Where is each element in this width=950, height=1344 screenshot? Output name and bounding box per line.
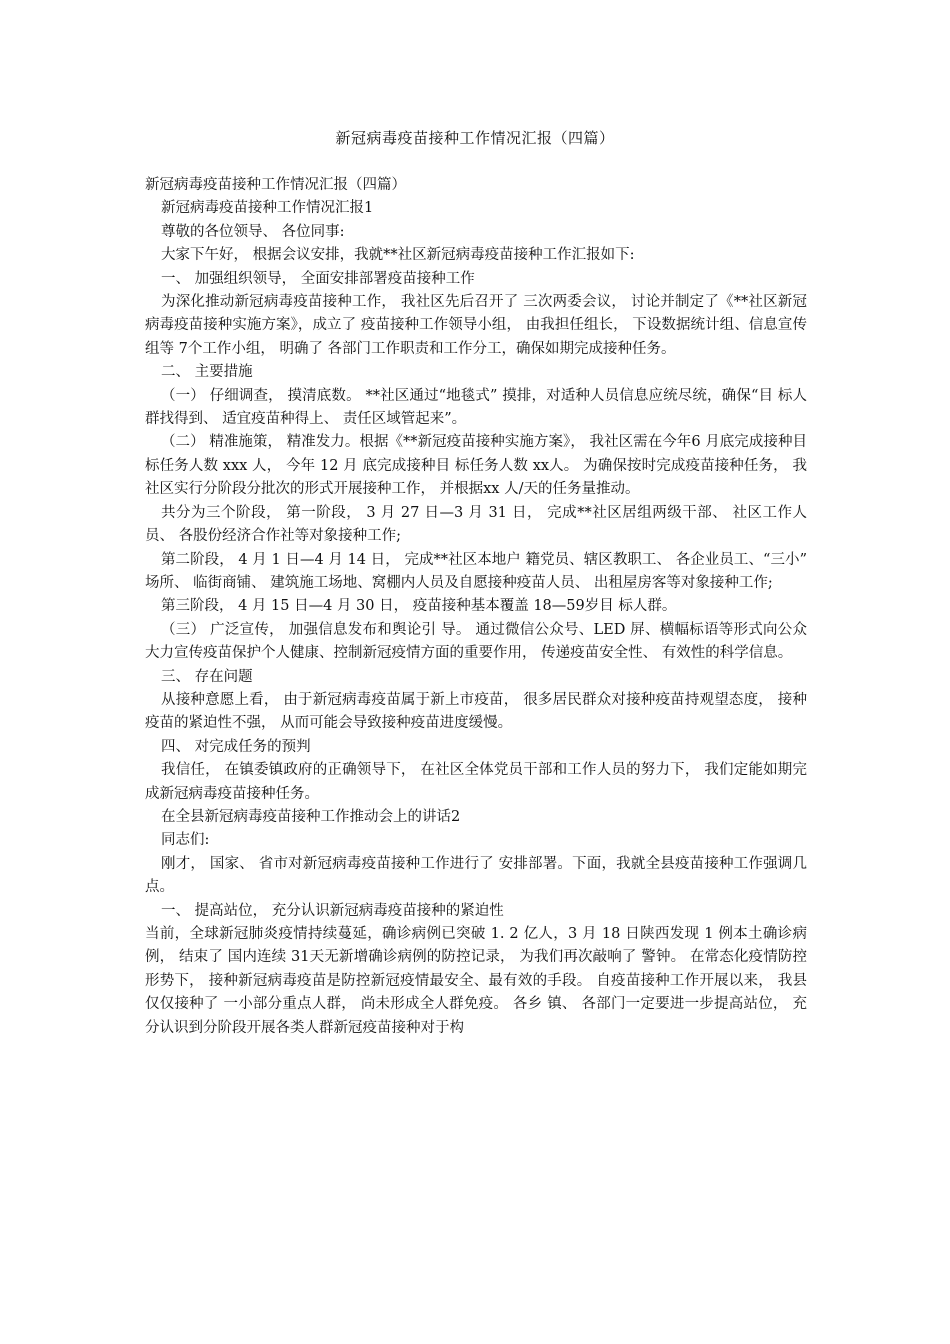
paragraph: （三） 广泛宣传， 加强信息发布和舆论引 导。 通过微信公众号、LED 屏、横幅标语等形式向公众大力宣传疫苗保护个人健康、控制新冠疫情方面的重要作用， 传递疫苗安全性、 有效性的科学信息。 (145, 621, 807, 662)
paragraph: 第三阶段， 4 月 15 日—4 月 30 日， 疫苗接种基本覆盖 18—59岁目 标人群。 (161, 598, 677, 615)
paragraph: 同志们: (161, 832, 210, 849)
paragraph: 大家下午好， 根据会议安排，我就**社区新冠病毒疫苗接种工作汇报如下: (161, 247, 635, 264)
paragraph: 新冠病毒疫苗接种工作情况汇报1 (161, 200, 374, 217)
paragraph: 一、 加强组织领导， 全面安排部署疫苗接种工作 (161, 270, 475, 287)
paragraph: 当前，全球新冠肺炎疫情持续蔓延，确诊病例已突破 1. 2 亿人，3 月 18 日陕西发现 1 例本土确诊病例， 结束了 国内连续 31天无新增确诊病例的防控记录， 为我们再次敲响了 警钟。 在常态化疫情防控形势下， 接种新冠病毒疫苗是防控新冠疫情最安全、最有效的手段。 自疫苗接种工作开展以来， 我县仅仅接种了 一小部分重点人群， 尚未形成全人群免疫。 各乡 镇、 各部门一定要进一步提高站位， 充分认识到分阶段开展各类人群新冠疫苗接种对于构 (145, 926, 807, 1036)
document-body (145, 174, 807, 1040)
paragraph: 刚才， 国家、 省市对新冠病毒疫苗接种工作进行了 安排部署。下面，我就全县疫苗接种工作强调几点。 (145, 855, 807, 896)
paragraph: 三、 存在问题 (161, 668, 253, 685)
paragraph: 一、 提高站位， 充分认识新冠病毒疫苗接种的紧迫性 (161, 902, 504, 919)
paragraph: 在全县新冠病毒疫苗接种工作推动会上的讲话2 (161, 808, 461, 825)
paragraph: 四、 对完成任务的预判 (161, 738, 311, 755)
paragraph: 尊敬的各位领导、 各位同事: (161, 223, 345, 240)
paragraph: （一） 仔细调查， 摸清底数。 **社区通过“地毯式” 摸排，对适种人员信息应统尽统，确保“目 标人群找得到、 适宜疫苗种得上、 责任区域管起来”。 (145, 387, 807, 428)
paragraph: 共分为三个阶段， 第一阶段， 3 月 27 日—3 月 31 日， 完成**社区居组两级干部、 社区工作人员、 各股份经济合作社等对象接种工作; (145, 504, 807, 545)
paragraph: 为深化推动新冠病毒疫苗接种工作， 我社区先后召开了 三次两委会议， 讨论并制定了《**社区新冠病毒疫苗接种实施方案》，成立了 疫苗接种工作领导小组， 由我担任组长， 下设数据统计组、信息宣传组等 7个工作小组， 明确了 各部门工作职责和工作分工，确保如期完成接种任务。 (145, 294, 807, 357)
paragraph: 从接种意愿上看， 由于新冠病毒疫苗属于新上市疫苗， 很多居民群众对接种疫苗持观望态度， 接种疫苗的紧迫性不强， 从而可能会导致接种疫苗进度缓慢。 (145, 691, 807, 732)
paragraph: （二） 精准施策， 精准发力。根据《**新冠疫苗接种实施方案》， 我社区需在今年6 月底完成接种目 标任务人数 xxx 人， 今年 12 月 底完成接种目 标任务人数 xx人。 为确保按时完成疫苗接种任务， 我社区实行分阶段分批次的形式开展接种工作， 并根据xx 人/天的任务量推动。 (145, 434, 807, 498)
paragraph: 二、 主要措施 (161, 364, 253, 381)
paragraph: 我信任， 在镇委镇政府的正确领导下， 在社区全体党员干部和工作人员的努力下， 我们定能如期完成新冠病毒疫苗接种任务。 (145, 762, 807, 802)
paragraph: 第二阶段， 4 月 1 日—4 月 14 日， 完成**社区本地户 籍党员、辖区教职工、 各企业员工、“三小” 场所、 临街商铺、 建筑施工场地、窝棚内人员及自愿接种疫苗人员、 出租屋房客等对象接种工作; (145, 551, 807, 591)
document-title: 新冠病毒疫苗接种工作情况汇报（四篇） (335, 129, 615, 147)
paragraph: 新冠病毒疫苗接种工作情况汇报（四篇） (145, 177, 406, 193)
